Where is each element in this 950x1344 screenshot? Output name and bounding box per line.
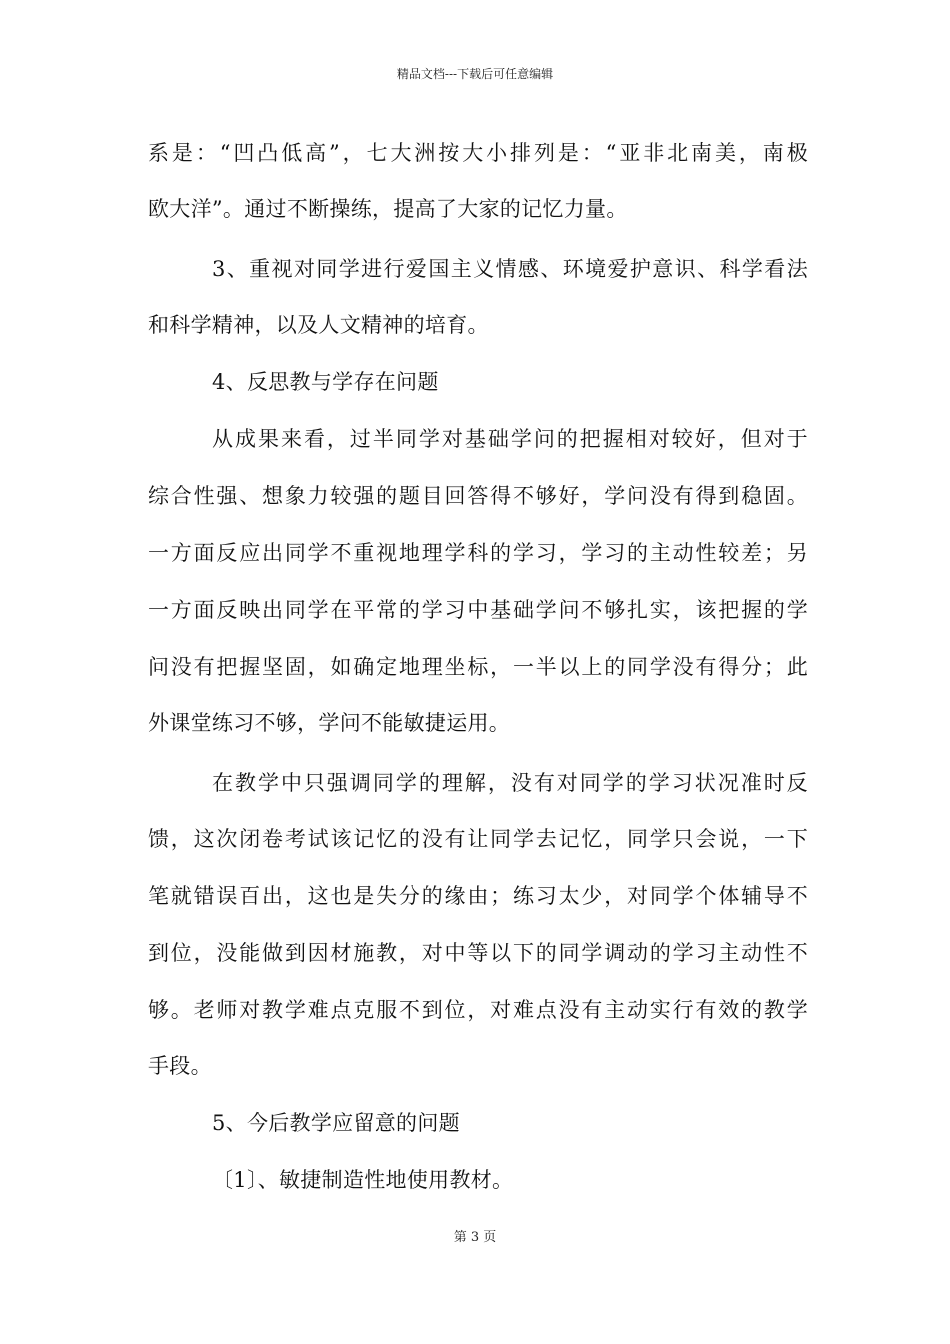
body-line: 一方面反应出同学不重视地理学科的学习，学习的主动性较差；另 bbox=[148, 541, 808, 565]
body-line: 系是：“凹凸低高”，七大洲按大小排列是：“亚非北南美，南极 bbox=[148, 141, 808, 165]
section-heading-5: 5、今后教学应留意的问题 bbox=[212, 1111, 460, 1135]
body-line: 和科学精神，以及人文精神的培育。 bbox=[148, 313, 489, 337]
body-line: 一方面反映出同学在平常的学习中基础学问不够扎实，该把握的学 bbox=[148, 598, 808, 622]
body-line: 外课堂练习不够，学问不能敏捷运用。 bbox=[148, 711, 511, 735]
body-line: 笔就错误百出，这也是失分的缘由；练习太少，对同学个体辅导不 bbox=[148, 884, 808, 908]
paragraph-start: 在教学中只强调同学的理解，没有对同学的学习状况准时反 bbox=[212, 771, 808, 795]
page-header: 精品文档---下载后可任意编辑 bbox=[396, 67, 554, 81]
body-line: 馈，这次闭卷考试该记忆的没有让同学去记忆，同学只会说，一下 bbox=[148, 827, 808, 851]
body-line: 欧大洋”。通过不断操练，提高了大家的记忆力量。 bbox=[148, 197, 628, 221]
list-item-3: 3、重视对同学进行爱国主义情感、环境爱护意识、科学看法 bbox=[212, 257, 808, 281]
sub-item-1: 〔1〕、敏捷制造性地使用教材。 bbox=[212, 1168, 514, 1192]
body-line: 够。老师对教学难点克服不到位，对难点没有主动实行有效的教学 bbox=[148, 998, 808, 1022]
body-line: 综合性强、想象力较强的题目回答得不够好，学问没有得到稳固。 bbox=[148, 484, 808, 508]
body-line: 到位，没能做到因材施教，对中等以下的同学调动的学习主动性不 bbox=[148, 941, 808, 965]
body-line: 手段。 bbox=[148, 1054, 212, 1078]
body-line: 问没有把握坚固，如确定地理坐标，一半以上的同学没有得分；此 bbox=[148, 655, 808, 679]
paragraph-start: 从成果来看，过半同学对基础学问的把握相对较好，但对于 bbox=[212, 427, 808, 451]
page-number: 第 3 页 bbox=[453, 1230, 497, 1245]
section-heading-4: 4、反思教与学存在问题 bbox=[212, 370, 439, 394]
